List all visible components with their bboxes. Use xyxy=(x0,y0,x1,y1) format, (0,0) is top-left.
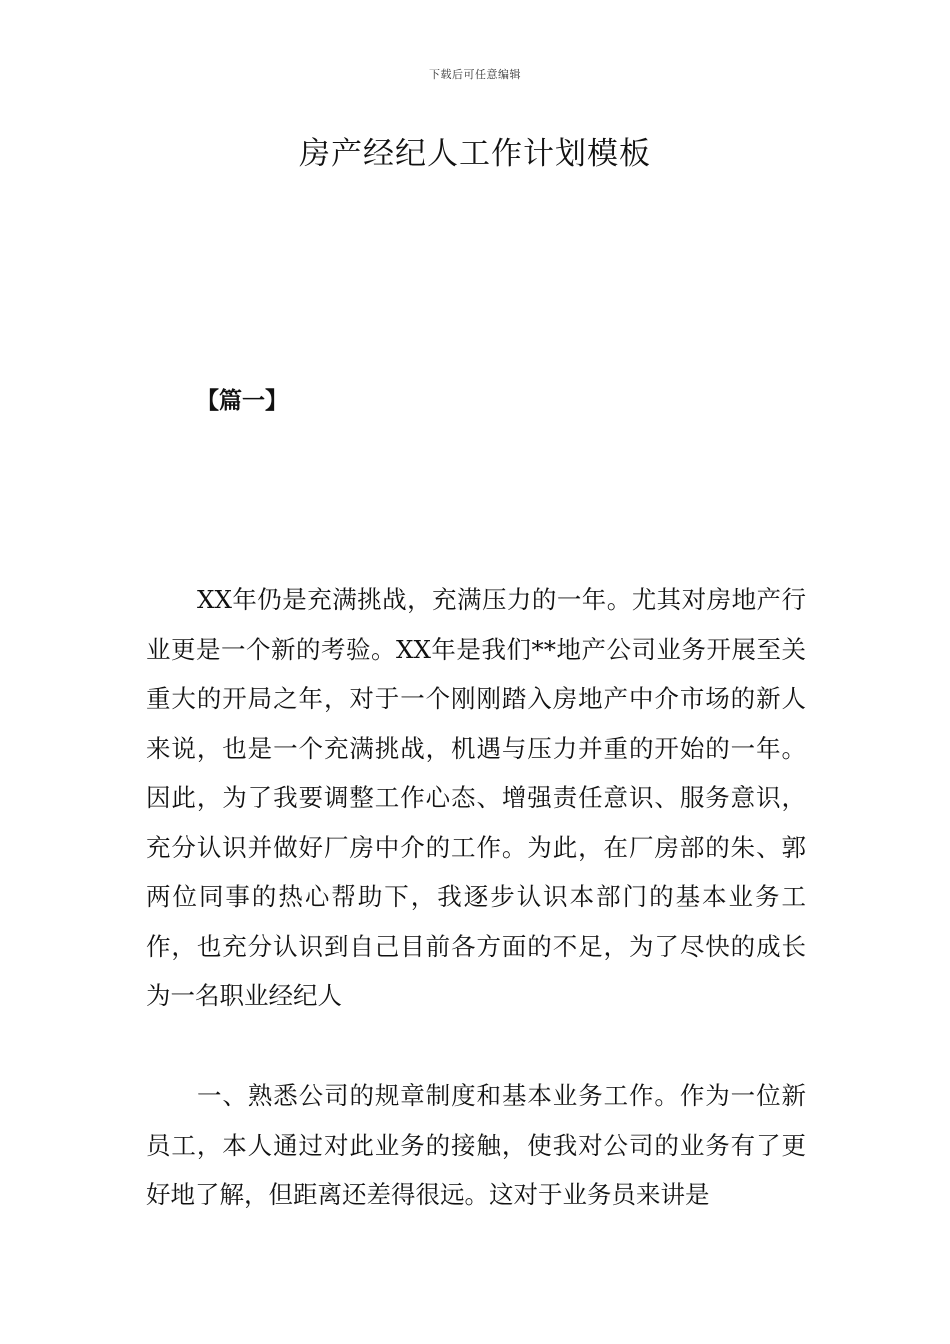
header-note: 下载后可任意编辑 xyxy=(429,68,521,81)
body-paragraph-1: XX年仍是充满挑战，充满压力的一年。尤其对房地产行业更是一个新的考验。XX年是我们**地产公司业务开展至关重大的开局之年，对于一个刚刚踏入房地产中介市场的新人来说，也是一个充满挑战，机遇与压力并重的开始的一年。因此，为了我要调整工作心态、增强责任意识、服务意识，充分认识并做好厂房中介的工作。为此，在厂房部的朱、郭两位同事的热心帮助下，我逐步认识本部门的基本业务工作，也充分认识到自己目前各方面的不足，为了尽快的成长为一名职业经纪人 xyxy=(146,585,806,1010)
document-title: 房产经纪人工作计划模板 xyxy=(299,136,651,172)
section-label: 【篇一】 xyxy=(196,388,288,414)
body-paragraph-2: 一、熟悉公司的规章制度和基本业务工作。作为一位新员工，本人通过对此业务的接触，使我对公司的业务有了更好地了解，但距离还差得很远。这对于业务员来讲是 xyxy=(146,1081,806,1209)
